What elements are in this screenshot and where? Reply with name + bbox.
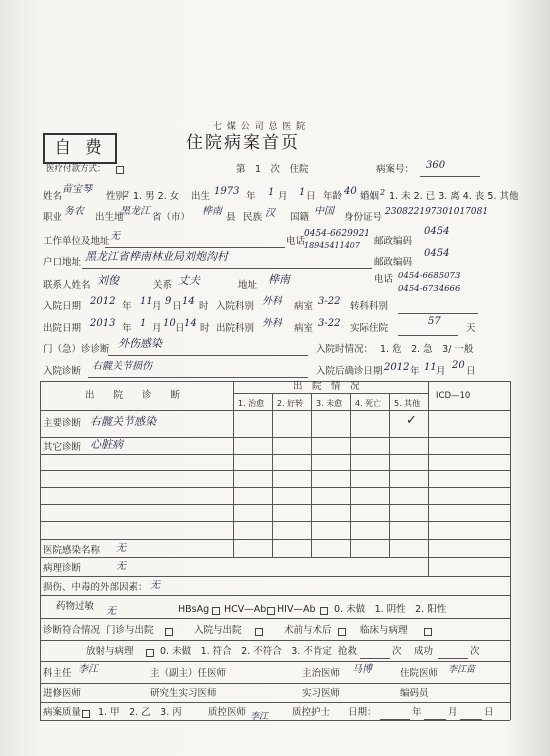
hospital-name: 七 煤 公 司 总 医 院 [213,122,307,132]
birth-day-unit: 日 [306,191,316,202]
relation-value: 丈夫 [178,274,200,287]
transfer-dept-label: 转科科别 [350,301,389,312]
match-clinical-pathology: 临床与病理 [360,625,408,636]
hukou-underline [82,268,372,269]
qc-nurse-label: 质控护士 [292,707,331,718]
contact-label: 联系人姓名 [43,280,91,291]
work-value: 无 [110,231,120,242]
date-day-unit: 日 [484,707,494,718]
admit-diag-underline [88,377,308,378]
discharge-status-header: 出 院 情 况 [293,381,360,392]
birth-month-unit: 月 [278,191,288,202]
hukou-zip-value: 0454 [424,248,450,259]
admit-diag-label: 入院诊断 [43,366,82,377]
self-pay-stamp: 自 费 [43,133,117,164]
admit-ward-label: 病室 [294,301,314,312]
radio-pathology-checkbox[interactable] [146,649,154,657]
date-year-unit: 年 [412,707,422,718]
birthplace-label: 出生地 [95,212,124,223]
match-pre-post-op: 术前与术后 [284,625,332,636]
birthplace-county: 桦南 [202,206,222,217]
work-phone-value-2: 18945411407 [304,241,360,250]
name-value: 苗宝琴 [62,184,92,195]
hukou-value: 黑龙江省桦南林业局刘炮沟村 [85,250,228,263]
stay-underline [398,335,458,336]
rescue-underline [360,658,390,659]
work-phone-value: 0454-6629921 [304,229,371,239]
discharge-ward-value: 3-22 [318,318,341,329]
match-admit-discharge-checkbox[interactable] [255,628,263,636]
test-options: 0. 未做 1. 阴性 2. 阳性 [334,604,447,615]
quality-checkbox[interactable] [82,710,90,718]
pathology-value: 无 [116,561,126,572]
date-month-unit: 月 [448,707,458,718]
resident-value: 李江苗 [448,665,476,675]
marital-value: 2 [380,188,386,197]
admit-ward-value: 3-22 [318,296,341,307]
payment-method-label: 医疗付款方式： [46,164,106,174]
admit-year: 2012 [90,296,116,307]
confirm-month-unit: 月 [436,366,446,377]
confirm-date-label: 入院后确诊日期 [316,366,383,377]
discharge-hour: 14 [184,318,197,329]
injury-value: 无 [150,580,160,591]
job-value: 务农 [64,206,84,217]
clinic-diag-value: 外伤感染 [118,337,162,350]
success-label: 成功 [414,646,434,657]
discharge-dept-label: 出院科别 [216,323,255,334]
birth-day: 1 [299,187,306,198]
quality-label: 病案质量 [43,707,82,718]
page-title: 住院病案首页 [186,133,300,153]
contact-phone-label: 电话 [374,274,394,285]
infection-value: 无 [116,543,126,554]
date-label: 日期： [348,707,377,718]
date-day-underline [460,719,482,720]
gender-value: 2 [124,190,130,199]
record-no-label: 病案号： [376,164,415,175]
match-clinical-pathology-checkbox[interactable] [424,628,432,636]
admit-month: 11 [140,296,153,307]
work-zip-value: 0454 [424,226,450,237]
contact-address-value: 桦南 [268,273,290,286]
allergy-label: 药物过敏 [56,601,95,612]
work-label: 工作单位及地址 [43,236,110,247]
hukou-zip-label: 邮政编码 [374,257,413,268]
hbsag-label: HBsAg [178,604,210,615]
admit-hour-unit: 时 [199,301,209,312]
other-diag-value: 心脏病 [90,438,123,451]
quality-options: 1. 甲 2. 乙 3. 丙 [98,707,182,718]
gender-label: 性别 [106,191,126,202]
resident-label: 住院医师 [400,668,439,679]
relation-label: 关系 [153,280,173,291]
clinic-diag-label: 门（急）诊诊断 [43,344,110,355]
main-diag-check: ✓ [406,413,417,428]
payment-checkbox[interactable] [116,166,124,174]
stay-value: 57 [428,316,441,327]
admit-month-unit: 月 [152,301,162,312]
confirm-year-unit: 年 [410,366,420,377]
name-label: 姓名 [43,191,63,202]
hukou-label: 户口地址 [43,257,82,268]
work-phone-label: 电话 [286,236,306,247]
ethnic-label: 民族 [243,212,263,223]
status-col-dead: 4. 死亡 [355,399,382,408]
birth-month: 1 [268,187,275,198]
discharge-date-label: 出院日期 [43,323,82,334]
confirm-day-unit: 日 [466,366,476,377]
rescue-unit: 次 [392,646,402,657]
match-admit-discharge: 入院与出院 [194,625,242,636]
dept-head-label: 科主任 [43,668,72,679]
injury-label: 损伤、中毒的外部因素： [43,582,148,593]
coder-label: 编码员 [400,688,429,699]
chief-label: 主（副主）任医师 [150,668,227,679]
advanced-doctor-label: 进修医师 [43,688,82,699]
contact-phone-value: 0454-6685073 [398,271,461,281]
record-no-value: 360 [426,160,446,171]
infection-label: 医院感染名称 [43,545,101,556]
date-month-underline [424,719,446,720]
admit-diag-value: 右髋关节损伤 [92,361,152,372]
discharge-year: 2013 [90,318,116,329]
discharge-day-unit: 日 [175,323,185,334]
admit-dept-value: 外科 [262,296,282,307]
match-clinic-discharge: 门诊与出院 [106,625,154,636]
discharge-hour-unit: 时 [200,323,210,334]
contact-address-label: 地址 [238,280,258,291]
admit-day: 9 [165,296,172,307]
discharge-month: 1 [140,318,147,329]
intern-label: 实习医师 [302,688,341,699]
status-col-cured: 1. 治愈 [238,399,265,408]
marital-options: 1. 未 2. 已 3. 离 4. 丧 5. 其他 [389,191,519,202]
hcv-label: HCV—Ab [224,604,267,615]
admit-hour: 14 [182,296,195,307]
match-pre-post-op-checkbox[interactable] [338,628,346,636]
hcv-checkbox[interactable] [267,607,275,615]
age-label: 年龄 [323,191,343,202]
match-label: 诊断符合情况 [43,625,101,636]
work-underline [105,247,285,248]
hbsag-checkbox[interactable] [212,607,220,615]
admit-dept-label: 入院科别 [216,301,255,312]
hiv-checkbox[interactable] [320,607,328,615]
admit-day-unit: 日 [172,301,182,312]
success-underline [438,658,468,659]
allergy-value: 无 [106,606,116,617]
icd-header: ICD—10 [436,391,471,401]
confirm-day: 20 [452,360,465,371]
marital-label: 婚姻 [360,191,380,202]
id-label: 身份证号 [344,212,383,223]
birth-year-unit: 年 [246,191,256,202]
birth-label: 出生 [191,191,211,202]
date-year-underline [380,719,410,720]
stay-label: 实际住院 [350,323,389,334]
pathology-label: 病理诊断 [43,563,82,574]
discharge-dept-value: 外科 [262,318,282,329]
status-col-uncured: 3. 未愈 [316,399,343,408]
discharge-diag-header: 出 院 诊 断 [85,390,181,401]
discharge-year-unit: 年 [122,323,132,334]
hiv-label: HIV—Ab [277,604,316,615]
success-unit: 次 [470,646,480,657]
job-label: 职业 [43,212,63,223]
right-border [510,381,511,720]
dept-head-value: 李江 [78,664,98,675]
age-value: 40 [344,186,357,197]
birth-year: 1973 [214,186,240,197]
admit-date-label: 入院日期 [43,301,82,312]
main-diag-label: 主要诊断 [43,418,82,429]
nation-label: 国籍 [290,212,310,223]
qc-doctor-value: 李江 [250,712,269,722]
ethnic-value: 汉 [265,208,275,219]
record-no-underline [420,176,480,177]
grad-intern-label: 研究生实习医师 [150,688,217,699]
admission-count: 第 1 次 住院 [236,164,309,175]
province-unit: 省（市） [152,212,191,223]
qc-doctor-label: 质控医师 [208,707,247,718]
work-zip-label: 邮政编码 [374,236,413,247]
admit-status-label: 入院时情况： [316,344,374,355]
main-diag-value: 右髋关节感染 [90,415,156,428]
discharge-day: 10 [163,318,176,329]
transfer-underline [398,313,478,314]
birthplace-province: 黑龙江 [120,206,150,217]
stay-unit: 天 [466,323,476,334]
confirm-year: 2012 [384,362,410,373]
county-unit: 县 [226,212,236,223]
discharge-ward-label: 病室 [294,323,314,334]
contact-name-value: 刘俊 [97,274,119,287]
admit-year-unit: 年 [122,301,132,312]
clinic-underline [108,355,308,356]
rescue-label: 抢救 [338,646,358,657]
discharge-month-unit: 月 [152,323,162,334]
id-value: 230822197301017081 [385,207,489,217]
status-col-other: 5. 其他 [394,399,421,408]
attending-value: 马博 [352,664,372,675]
radio-pathology-label: 放射与病理 [86,646,134,657]
nation-value: 中国 [314,206,334,217]
left-border [40,381,41,720]
confirm-month: 11 [424,362,437,373]
contact-phone-value-2: 0454-6734666 [398,284,461,294]
gender-options: 1. 男 2. 女 [133,191,180,202]
attending-label: 主治医师 [302,668,341,679]
match-options: 0. 未做 1. 符合 2. 不符合 3. 不肯定 [160,646,332,657]
other-diag-label: 其它诊断 [43,442,82,453]
admit-status-options: 1. 危 2. 急 3/ 一般 [380,344,474,355]
match-clinic-discharge-checkbox[interactable] [165,628,173,636]
status-col-improved: 2. 好转 [277,399,304,408]
